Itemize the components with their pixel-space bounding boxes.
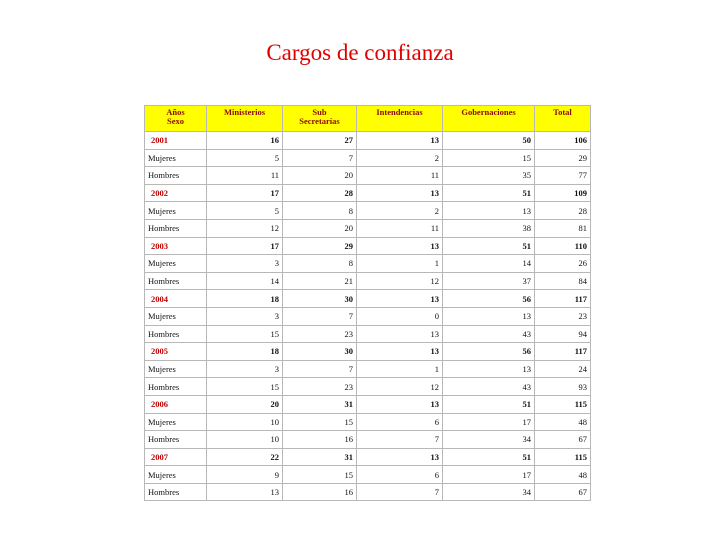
cell-gobernaciones: 51: [443, 448, 535, 466]
sexo-label: Mujeres: [145, 307, 207, 325]
table-row-sexo: [145, 272, 591, 290]
cell-total: 24: [535, 360, 591, 378]
cell-subsecretarias: 15: [283, 466, 357, 484]
sexo-label: Hombres: [145, 431, 207, 449]
cell-intendencias: 12: [357, 272, 443, 290]
cell-intendencias: 13: [357, 184, 443, 202]
page-title: Cargos de confianza: [266, 40, 454, 65]
cell-gobernaciones: 56: [443, 290, 535, 308]
sexo-label: Mujeres: [145, 202, 207, 220]
table-row-sexo: [145, 202, 591, 220]
header-subsecretarias: [283, 106, 357, 132]
cell-intendencias: 13: [357, 237, 443, 255]
cell-intendencias: 13: [357, 132, 443, 150]
cell-subsecretarias: 7: [283, 360, 357, 378]
cell-intendencias: 6: [357, 466, 443, 484]
sexo-label: Mujeres: [145, 413, 207, 431]
cell-ministerios: 17: [207, 237, 283, 255]
cell-ministerios: 17: [207, 184, 283, 202]
cell-total: 115: [535, 448, 591, 466]
cell-total: 94: [535, 325, 591, 343]
cell-gobernaciones: 13: [443, 360, 535, 378]
year-label: 2001: [145, 132, 207, 150]
cell-subsecretarias: 20: [283, 167, 357, 185]
cell-subsecretarias: 31: [283, 395, 357, 413]
cell-intendencias: 2: [357, 149, 443, 167]
cell-subsecretarias: 8: [283, 202, 357, 220]
table-row-sexo: [145, 483, 591, 501]
year-label: 2007: [145, 448, 207, 466]
cell-ministerios: 3: [207, 255, 283, 273]
cell-subsecretarias: 21: [283, 272, 357, 290]
cell-gobernaciones: 38: [443, 219, 535, 237]
table-row-sexo: [145, 378, 591, 396]
cell-subsecretarias: 31: [283, 448, 357, 466]
cell-total: 81: [535, 219, 591, 237]
cell-total: 106: [535, 132, 591, 150]
cell-gobernaciones: 17: [443, 413, 535, 431]
cell-total: 28: [535, 202, 591, 220]
cell-total: 84: [535, 272, 591, 290]
cell-ministerios: 13: [207, 483, 283, 501]
cell-ministerios: 10: [207, 413, 283, 431]
table-row-year: [145, 184, 591, 202]
cell-subsecretarias: 30: [283, 290, 357, 308]
cell-ministerios: 10: [207, 431, 283, 449]
header-sub: Sub: [312, 107, 327, 117]
cell-intendencias: 13: [357, 325, 443, 343]
year-label: 2005: [145, 343, 207, 361]
cell-subsecretarias: 23: [283, 325, 357, 343]
cell-gobernaciones: 37: [443, 272, 535, 290]
cell-gobernaciones: 13: [443, 307, 535, 325]
cell-ministerios: 9: [207, 466, 283, 484]
year-label: 2003: [145, 237, 207, 255]
cell-total: 26: [535, 255, 591, 273]
table-row-year: [145, 132, 591, 150]
cell-subsecretarias: 15: [283, 413, 357, 431]
cell-intendencias: 0: [357, 307, 443, 325]
sexo-label: Mujeres: [145, 360, 207, 378]
cell-total: 48: [535, 413, 591, 431]
table-body: [145, 132, 591, 501]
cell-intendencias: 7: [357, 483, 443, 501]
header-anos-sexo: [145, 106, 207, 132]
header-anos: Años: [166, 107, 185, 117]
cell-ministerios: 3: [207, 307, 283, 325]
cell-subsecretarias: 16: [283, 431, 357, 449]
cell-gobernaciones: 34: [443, 483, 535, 501]
cell-subsecretarias: 29: [283, 237, 357, 255]
cell-gobernaciones: 56: [443, 343, 535, 361]
cell-intendencias: 1: [357, 360, 443, 378]
cell-gobernaciones: 13: [443, 202, 535, 220]
cell-ministerios: 20: [207, 395, 283, 413]
cell-ministerios: 16: [207, 132, 283, 150]
cell-subsecretarias: 8: [283, 255, 357, 273]
cell-ministerios: 22: [207, 448, 283, 466]
table-row-sexo: [145, 255, 591, 273]
cell-subsecretarias: 30: [283, 343, 357, 361]
sexo-label: Hombres: [145, 483, 207, 501]
table-row-year: [145, 448, 591, 466]
table-row-sexo: [145, 413, 591, 431]
cell-ministerios: 12: [207, 219, 283, 237]
table-row-year: [145, 237, 591, 255]
cell-intendencias: 13: [357, 343, 443, 361]
cell-intendencias: 7: [357, 431, 443, 449]
cell-total: 29: [535, 149, 591, 167]
cell-gobernaciones: 15: [443, 149, 535, 167]
table-row-sexo: [145, 149, 591, 167]
cell-total: 117: [535, 343, 591, 361]
cell-subsecretarias: 27: [283, 132, 357, 150]
cell-gobernaciones: 35: [443, 167, 535, 185]
header-gobernaciones: Gobernaciones: [443, 106, 535, 132]
cell-subsecretarias: 7: [283, 307, 357, 325]
year-label: 2004: [145, 290, 207, 308]
cell-gobernaciones: 17: [443, 466, 535, 484]
cell-subsecretarias: 16: [283, 483, 357, 501]
header-sexo: Sexo: [167, 116, 184, 126]
cell-gobernaciones: 51: [443, 395, 535, 413]
table-row-sexo: [145, 431, 591, 449]
cell-total: 67: [535, 483, 591, 501]
cell-subsecretarias: 23: [283, 378, 357, 396]
cell-intendencias: 1: [357, 255, 443, 273]
sexo-label: Hombres: [145, 378, 207, 396]
table-row-sexo: [145, 466, 591, 484]
table-row-sexo: [145, 360, 591, 378]
cell-gobernaciones: 51: [443, 184, 535, 202]
cell-intendencias: 2: [357, 202, 443, 220]
cell-total: 117: [535, 290, 591, 308]
cell-ministerios: 3: [207, 360, 283, 378]
header-secretarias: Secretarías: [299, 116, 340, 126]
sexo-label: Mujeres: [145, 149, 207, 167]
cell-total: 93: [535, 378, 591, 396]
table-row-sexo: [145, 325, 591, 343]
table-row-sexo: [145, 307, 591, 325]
cell-total: 110: [535, 237, 591, 255]
table-row-year: [145, 343, 591, 361]
cell-ministerios: 5: [207, 202, 283, 220]
cell-gobernaciones: 34: [443, 431, 535, 449]
cell-intendencias: 13: [357, 290, 443, 308]
cell-gobernaciones: 14: [443, 255, 535, 273]
cargos-table: [144, 105, 591, 501]
cell-gobernaciones: 50: [443, 132, 535, 150]
sexo-label: Hombres: [145, 272, 207, 290]
header-intendencias: Intendencias: [357, 106, 443, 132]
sexo-label: Mujeres: [145, 255, 207, 273]
table-row-year: [145, 290, 591, 308]
cell-subsecretarias: 28: [283, 184, 357, 202]
cell-total: 77: [535, 167, 591, 185]
cell-subsecretarias: 20: [283, 219, 357, 237]
cell-ministerios: 14: [207, 272, 283, 290]
cell-intendencias: 13: [357, 395, 443, 413]
cell-intendencias: 13: [357, 448, 443, 466]
cell-ministerios: 11: [207, 167, 283, 185]
table-row-sexo: [145, 167, 591, 185]
cell-total: 23: [535, 307, 591, 325]
cell-total: 48: [535, 466, 591, 484]
cell-subsecretarias: 7: [283, 149, 357, 167]
cell-intendencias: 12: [357, 378, 443, 396]
table-row-sexo: [145, 219, 591, 237]
cell-gobernaciones: 51: [443, 237, 535, 255]
cell-ministerios: 15: [207, 325, 283, 343]
cell-intendencias: 11: [357, 167, 443, 185]
sexo-label: Hombres: [145, 219, 207, 237]
cell-total: 109: [535, 184, 591, 202]
sexo-label: Hombres: [145, 167, 207, 185]
cell-total: 115: [535, 395, 591, 413]
year-label: 2002: [145, 184, 207, 202]
cell-ministerios: 5: [207, 149, 283, 167]
cell-ministerios: 18: [207, 343, 283, 361]
year-label: 2006: [145, 395, 207, 413]
cell-total: 67: [535, 431, 591, 449]
cell-gobernaciones: 43: [443, 378, 535, 396]
sexo-label: Hombres: [145, 325, 207, 343]
table-header-row: [145, 106, 591, 132]
cell-ministerios: 15: [207, 378, 283, 396]
cell-gobernaciones: 43: [443, 325, 535, 343]
header-total: Total: [535, 106, 591, 132]
cell-intendencias: 6: [357, 413, 443, 431]
table-row-year: [145, 395, 591, 413]
sexo-label: Mujeres: [145, 466, 207, 484]
header-ministerios: Ministerios: [207, 106, 283, 132]
cell-ministerios: 18: [207, 290, 283, 308]
cell-intendencias: 11: [357, 219, 443, 237]
